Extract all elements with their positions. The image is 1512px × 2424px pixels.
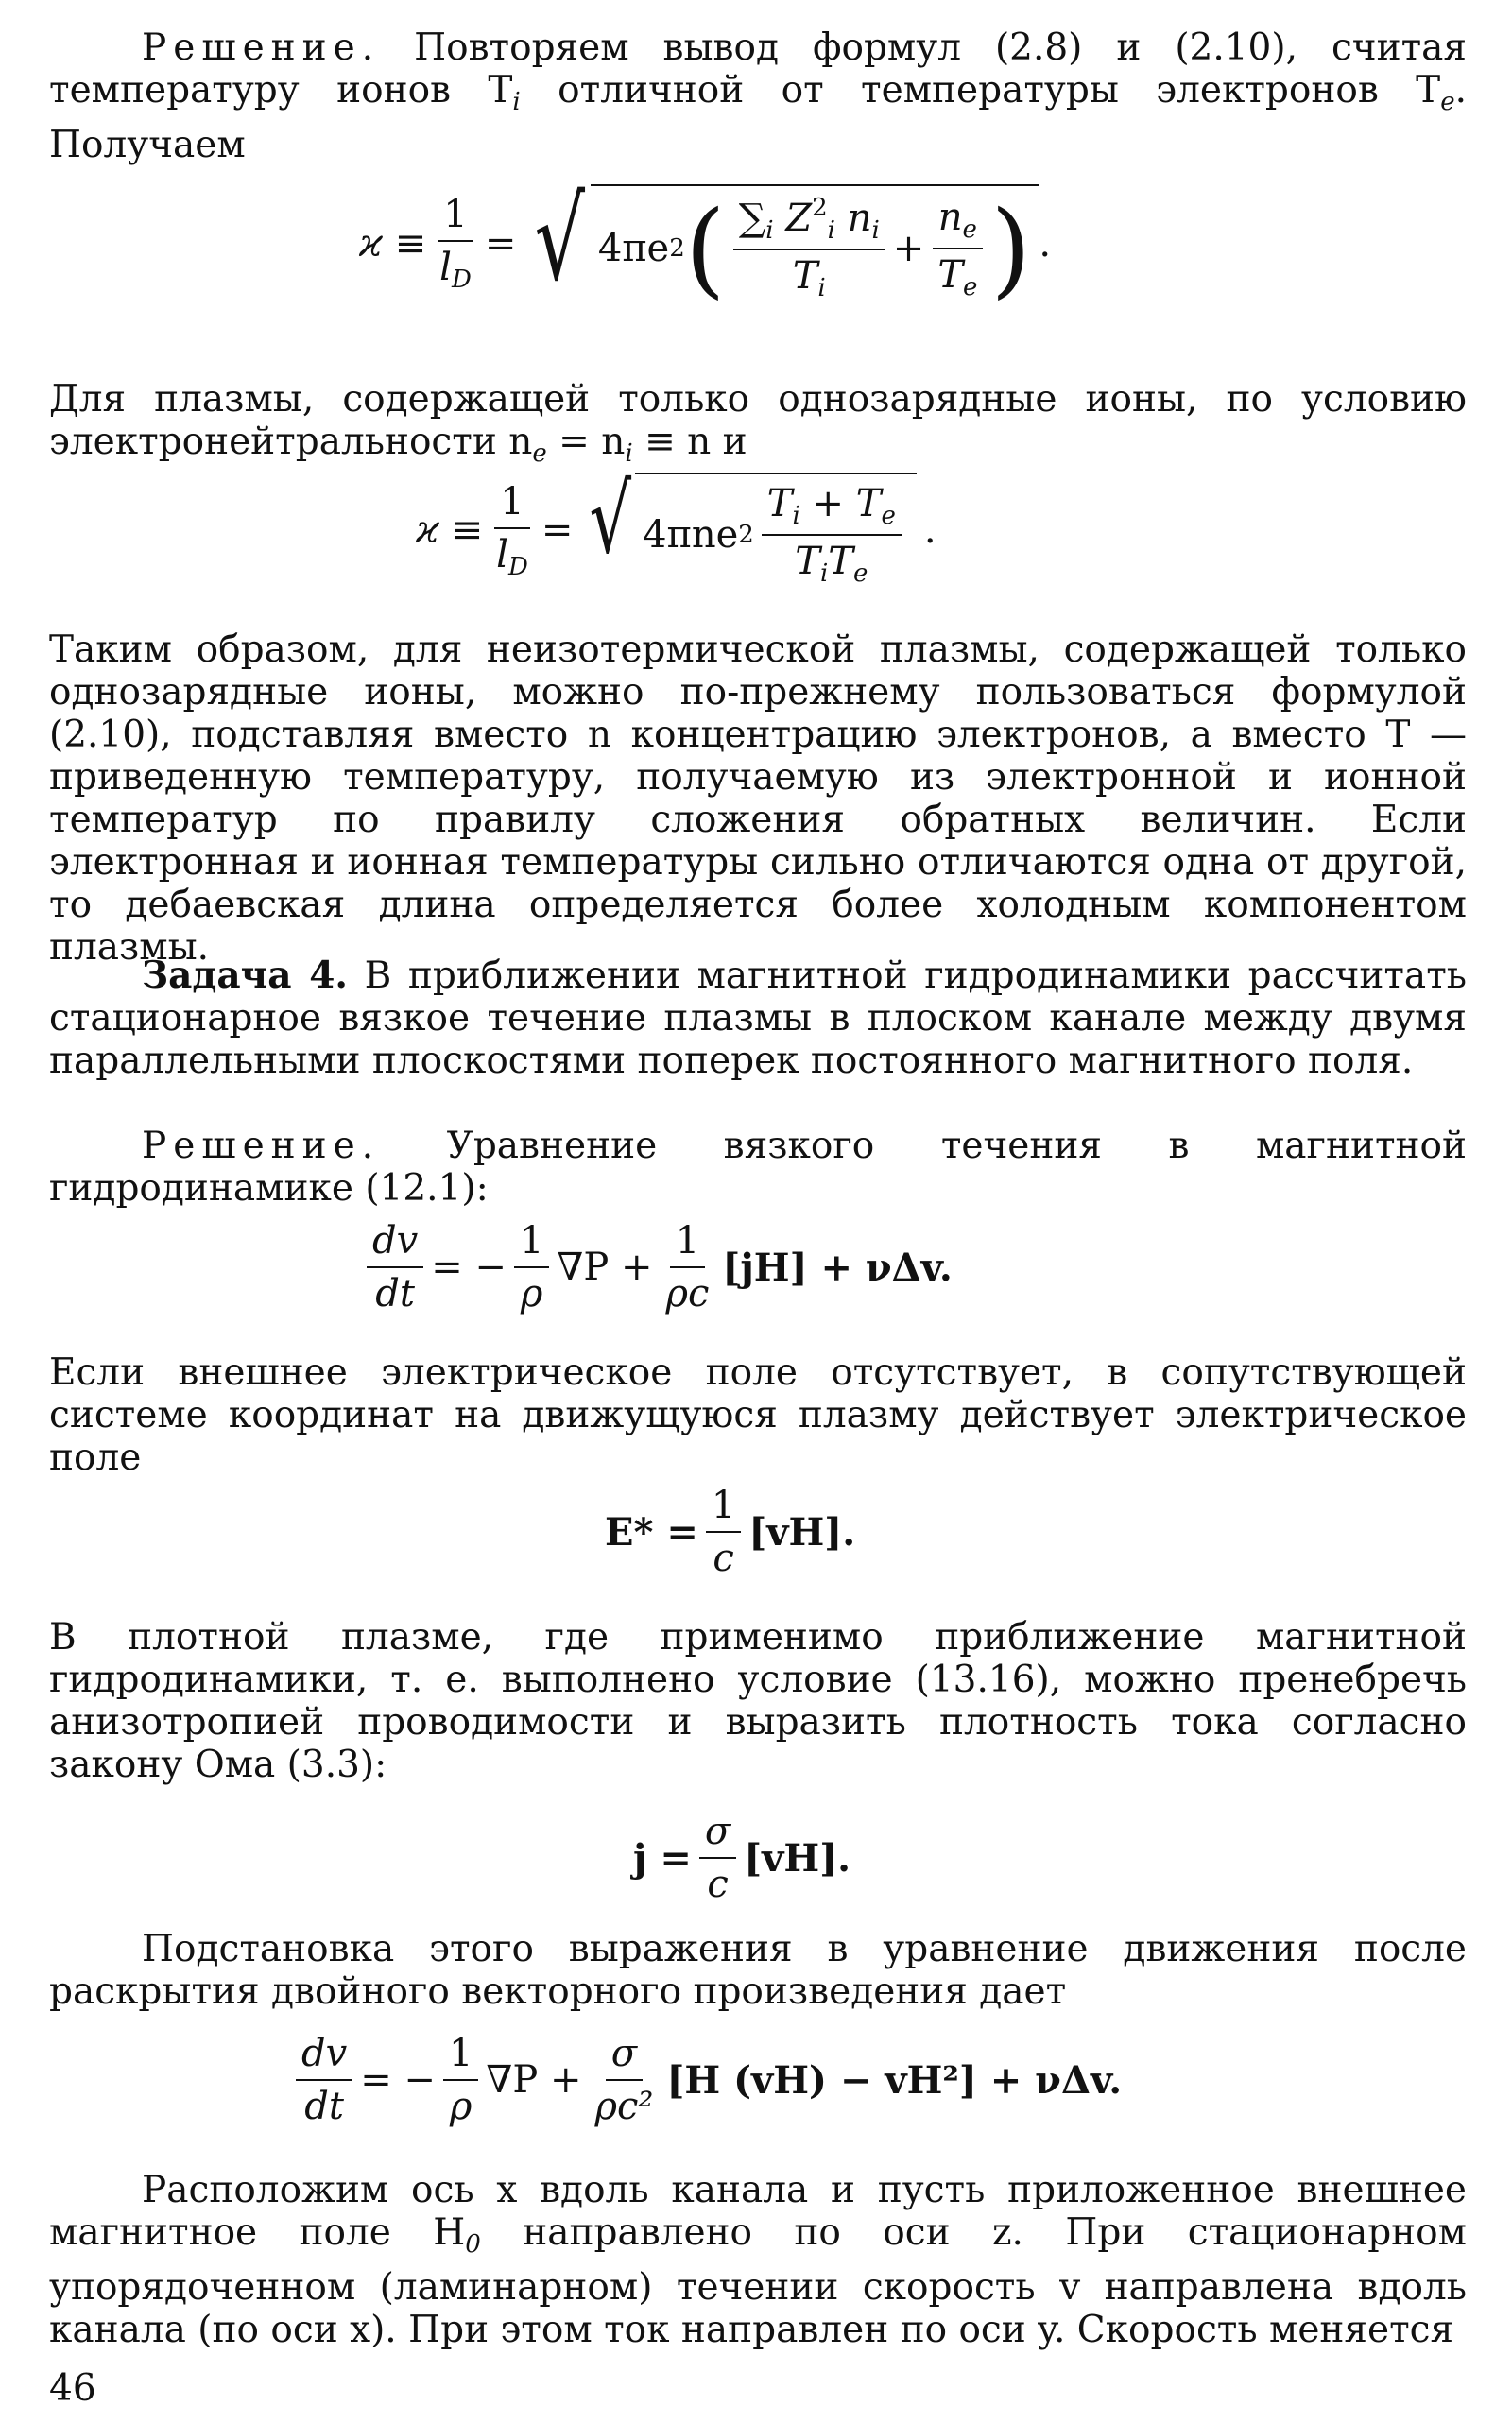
equation-motion-substituted: $\frac{dv}{dt}$ = − $\frac{1}{\rho}$ ∇P + $\frac{\sigma}{\text{ρc²}}$ [H (vH) − vH²] + νΔv. [288, 2032, 1122, 2128]
paragraph-ohm-law: В плотной плазме, где применимо приближение магнитной гидродинамики, т. е. выполнено условие (13.16), можно пренебречь анизотропией проводимости и выразить плотность тока согласно закону Ома (3.3): [49, 1616, 1467, 1786]
solution-heading: Решение. [142, 26, 381, 69]
paragraph-substitution: Подстановка этого выражения в уравнение движения после раскрытия двойного векторного произведения дает [49, 1928, 1467, 2013]
radical-sign: √ [589, 464, 632, 575]
equation-debye-single-charge: ϰ ≡ $\frac{1}{l_D}$ = √ 4πne 2 $\frac{T_i + T_e}{T_iT_e}$ . [416, 464, 936, 588]
equation-electric-field: E* = $\frac{1}{c}$ [vH]. [605, 1484, 856, 1580]
paragraph-nonisothermal: Таким образом, для неизотермической плазмы, содержащей только однозарядные ионы, можно по-прежнему пользоваться формулой (2.10), подставляя вместо n концентрацию электронов, а вместо T — приведенную температуру, получаемую из электронной и ионной температур по правилу сложения обратных величин. Если электронная и ионная температуры сильно отличаются одна от другой, то дебаевская длина определяется более холодным компонентом плазмы. [49, 628, 1467, 969]
paragraph-solution-1: Решение. Повторяем вывод формул (2.8) и (2.10), считая температуру ионов $T_i$ отличной от температуры электронов $T_e$. Получаем [49, 26, 1467, 166]
radical-sign: √ [534, 175, 586, 306]
paragraph-electric-field: Если внешнее электрическое поле отсутствует, в сопутствующей системе координат на движущуюся плазму действует электрическое поле [49, 1351, 1467, 1479]
page-number: 46 [49, 2367, 96, 2410]
equation-viscous-flow: $\frac{dv}{dt}$ = − $\frac{1}{\rho}$ ∇P + $\frac{1}{\rho c}$ [jH] + νΔv. [359, 1219, 953, 1315]
solution-heading: Решение. [142, 1125, 381, 1167]
equation-current-density: j = $\frac{\sigma}{c}$ [vH]. [633, 1810, 851, 1906]
paragraph-problem-4: Задача 4. В приближении магнитной гидродинамики рассчитать стационарное вязкое течение плазмы в плоском канале между двумя параллельными плоскостями поперек постоянного магнитного поля. [49, 954, 1467, 1082]
equation-debye-general: ϰ ≡ $\frac{1}{l_D}$ = √ 4πe 2 ( $\frac{\sum_i Z^2_i n_i}{T_i}$ + $\frac{n_e}{T_e}$ ) . [359, 175, 1052, 309]
paragraph-single-charge: Для плазмы, содержащей только однозарядные ионы, по условию электронейтральности $n_e = n_i \equiv n$ и [49, 378, 1467, 468]
paragraph-axis-setup: Расположим ось x вдоль канала и пусть приложенное внешнее магнитное поле $H_0$ направлено по оси z. При стационарном упорядоченном (ламинарном) течении скорость v направлена вдоль канала (по оси x). При этом ток направлен по оси y. Скорость меняется [49, 2169, 1467, 2351]
problem-heading: Задача 4. [142, 954, 348, 997]
paragraph-solution-2: Решение. Уравнение вязкого течения в магнитной гидродинамике (12.1): [49, 1125, 1467, 1210]
